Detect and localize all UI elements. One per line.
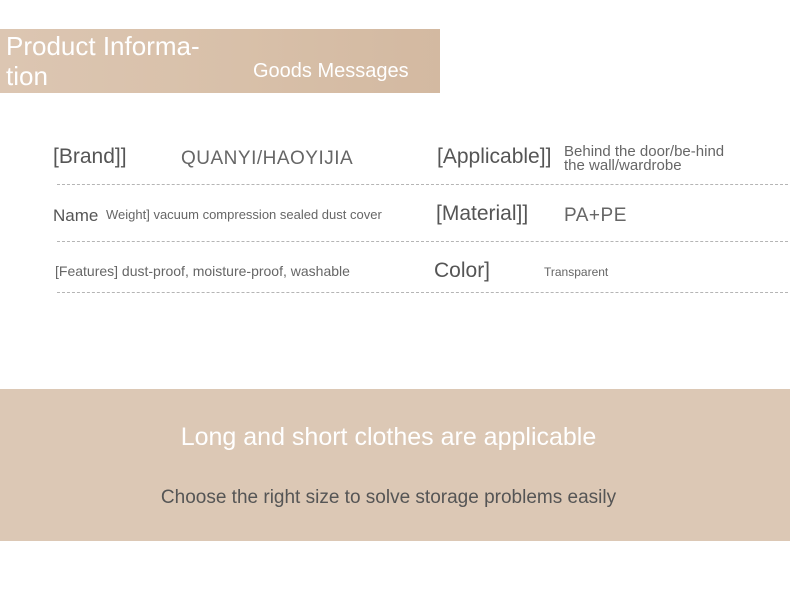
color-value: Transparent	[544, 265, 609, 279]
brand-value: QUANYI/HAOYIJIA	[181, 148, 354, 169]
header-title: Product Informa-tion	[6, 31, 200, 91]
features-text: [Features] dust-proof, moisture-proof, washable	[55, 263, 350, 279]
banner-subtitle: Choose the right size to solve storage problems easily	[160, 487, 617, 508]
header-banner	[0, 29, 440, 93]
applicable-value: Behind the door/be-hind the wall/wardrobe	[564, 143, 725, 174]
row-divider	[57, 184, 788, 185]
color-label: Color]	[434, 259, 491, 282]
name-value: Weight] vacuum compression sealed dust cover	[106, 207, 382, 222]
name-label: Name	[53, 206, 99, 225]
brand-label: [Brand]]	[53, 145, 127, 168]
material-value: PA+PE	[564, 205, 627, 226]
material-label: [Material]]	[436, 202, 529, 225]
banner-title: Long and short clothes are applicable	[180, 423, 597, 451]
row-divider	[57, 241, 788, 242]
row-divider	[57, 292, 788, 293]
header-subtitle: Goods Messages	[253, 60, 409, 82]
applicability-banner	[0, 389, 790, 541]
applicable-label: [Applicable]]	[437, 145, 552, 168]
